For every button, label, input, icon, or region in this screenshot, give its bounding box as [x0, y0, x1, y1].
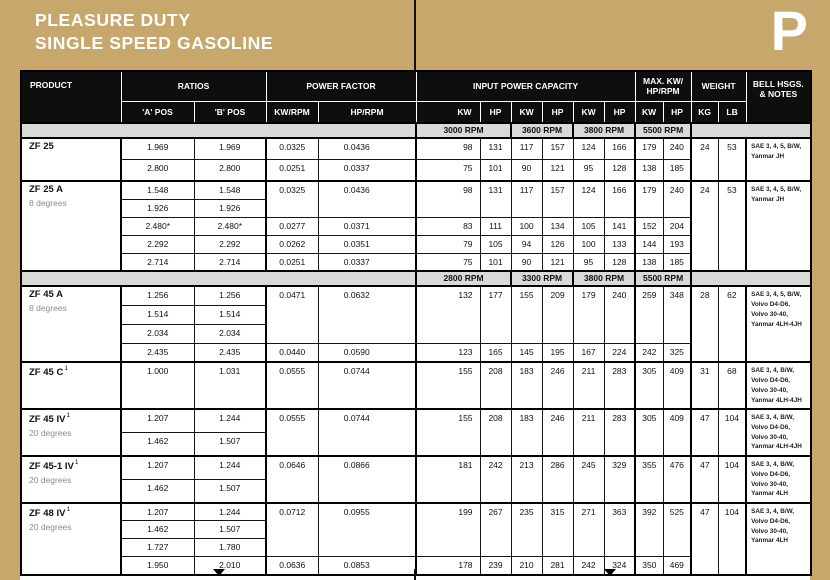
- weight-kg-cell: 47: [691, 409, 718, 456]
- input-power-cell: 100: [511, 217, 542, 235]
- col-header-max-kw: KW: [635, 101, 663, 123]
- input-power-cell: 224: [604, 343, 635, 362]
- input-power-cell: 166: [604, 181, 635, 217]
- weight-kg-cell: 47: [691, 503, 718, 575]
- ratio-a-cell: 1.207: [121, 409, 194, 433]
- max-kw-cell: 138: [635, 159, 663, 181]
- input-power-cell: 124: [573, 181, 604, 217]
- input-power-cell: 181: [416, 456, 480, 503]
- power-factor-kw-cell: 0.0251: [266, 253, 318, 271]
- power-factor-hp-cell: 0.0744: [318, 409, 416, 456]
- input-power-cell: 165: [480, 343, 511, 362]
- power-factor-hp-cell: 0.0866: [318, 456, 416, 503]
- input-power-cell: 324: [604, 557, 635, 575]
- input-power-cell: 83: [416, 217, 480, 235]
- weight-lb-cell: 104: [718, 409, 746, 456]
- max-kw-cell: 305: [635, 409, 663, 456]
- input-power-cell: 166: [604, 138, 635, 159]
- input-power-cell: 124: [573, 138, 604, 159]
- max-kw-cell: 305: [635, 362, 663, 409]
- ratio-a-cell: 2.435: [121, 343, 194, 362]
- max-hp-cell: 185: [663, 159, 691, 181]
- input-power-cell: 95: [573, 159, 604, 181]
- note-line: Yanmar JH: [751, 152, 785, 160]
- input-power-cell: 178: [416, 557, 480, 575]
- ratio-a-cell: 1.207: [121, 503, 194, 521]
- bell-housings-notes-cell: [746, 181, 811, 271]
- page-title-line1: PLEASURE DUTY: [35, 10, 191, 30]
- input-power-cell: 155: [511, 286, 542, 343]
- col-header-bell-line1: BELL HSGS.: [752, 79, 804, 89]
- input-power-cell: 132: [416, 286, 480, 343]
- input-power-cell: 199: [416, 503, 480, 557]
- input-power-cell: 134: [542, 217, 573, 235]
- input-power-cell: 211: [573, 362, 604, 409]
- ratio-a-cell: 1.969: [121, 138, 194, 159]
- power-factor-kw-cell: 0.0277: [266, 217, 318, 235]
- ratio-b-cell: 1.244: [194, 503, 266, 521]
- product-subtitle: 20 degrees: [29, 427, 72, 438]
- col-header-kg: KG: [691, 101, 718, 123]
- input-power-cell: 123: [416, 343, 480, 362]
- input-power-cell: 329: [604, 456, 635, 503]
- input-power-cell: 105: [480, 235, 511, 253]
- input-power-cell: 183: [511, 409, 542, 456]
- input-power-cell: 286: [542, 456, 573, 503]
- max-hp-cell: 409: [663, 362, 691, 409]
- max-hp-cell: 325: [663, 343, 691, 362]
- note-line: Yanmar 4LH: [751, 490, 789, 498]
- note-line: SAE 3, 4, B/W,: [751, 507, 795, 515]
- ratio-b-cell: 1.514: [194, 305, 266, 324]
- col-header-a-pos: 'A' POS: [121, 101, 194, 123]
- note-line: Yanmar 4LH-4JH: [751, 443, 802, 451]
- max-kw-cell: 355: [635, 456, 663, 503]
- input-power-cell: 98: [416, 138, 480, 159]
- header-divider-rule: [414, 0, 416, 70]
- input-power-cell: 283: [604, 409, 635, 456]
- ratio-b-cell: 1.548: [194, 181, 266, 199]
- bell-housings-notes-cell: [746, 409, 811, 456]
- product-name: ZF 48 $IV^1$: [29, 505, 71, 519]
- ratio-b-cell: 2.714: [194, 253, 266, 271]
- product-name: ZF 25: [29, 141, 54, 152]
- note-line: Yanmar 4LH: [751, 537, 789, 545]
- product-subtitle: 20 degrees: [29, 474, 72, 485]
- power-factor-kw-cell: 0.0325: [266, 181, 318, 217]
- power-factor-hp-cell: 0.0337: [318, 159, 416, 181]
- max-hp-cell: 193: [663, 235, 691, 253]
- col-header-kw-3: KW: [573, 101, 604, 123]
- note-line: Volvo D4-D6,: [751, 517, 791, 525]
- input-power-cell: 111: [480, 217, 511, 235]
- bell-housings-notes-cell: [746, 362, 811, 409]
- product-name: ZF 45 $C^1$: [29, 365, 68, 379]
- product-cell: [21, 138, 121, 181]
- product-cell: [21, 456, 121, 503]
- input-power-cell: 208: [480, 409, 511, 456]
- ratio-a-cell: 1.256: [121, 286, 194, 305]
- continuation-arrow-icon: [213, 569, 225, 576]
- col-header-kw-rpm: KW/RPM: [266, 101, 318, 123]
- power-factor-kw-cell: 0.0646: [266, 456, 318, 503]
- rpm-band-label: 3800 RPM: [573, 271, 635, 286]
- product-name: ZF 45 $IV^1$: [29, 411, 71, 425]
- max-kw-cell: 144: [635, 235, 663, 253]
- ratio-a-cell: 2.034: [121, 324, 194, 343]
- rpm-band-label: 3000 RPM: [416, 123, 511, 138]
- max-hp-cell: 476: [663, 456, 691, 503]
- power-factor-hp-cell: 0.0632: [318, 286, 416, 343]
- max-kw-cell: 179: [635, 181, 663, 217]
- col-header-product: PRODUCT: [21, 71, 121, 123]
- input-power-cell: 213: [511, 456, 542, 503]
- input-power-cell: 145: [511, 343, 542, 362]
- ratio-b-cell: 1.244: [194, 456, 266, 480]
- bell-housings-notes-cell: [746, 286, 811, 362]
- rpm-band-left: [21, 123, 416, 138]
- spec-table-header: [21, 71, 811, 123]
- power-factor-hp-cell: 0.0744: [318, 362, 416, 409]
- ratio-b-cell: 2.034: [194, 324, 266, 343]
- weight-lb-cell: 104: [718, 503, 746, 575]
- rpm-band-label: 5500 RPM: [635, 271, 691, 286]
- max-hp-cell: 204: [663, 217, 691, 235]
- input-power-cell: 155: [416, 362, 480, 409]
- power-factor-kw-cell: 0.0440: [266, 343, 318, 362]
- rpm-band-label: 3800 RPM: [573, 123, 635, 138]
- product-footnote-marker: 1: [74, 458, 79, 466]
- spec-table-wrap: [20, 70, 810, 576]
- input-power-cell: 121: [542, 159, 573, 181]
- input-power-cell: 167: [573, 343, 604, 362]
- max-kw-cell: 242: [635, 343, 663, 362]
- max-kw-cell: 259: [635, 286, 663, 343]
- max-hp-cell: 525: [663, 503, 691, 557]
- col-header-hp-1: HP: [480, 101, 511, 123]
- max-hp-cell: 240: [663, 181, 691, 217]
- input-power-cell: 177: [480, 286, 511, 343]
- power-factor-hp-cell: 0.0371: [318, 217, 416, 235]
- input-power-cell: 239: [480, 557, 511, 575]
- input-power-cell: 283: [604, 362, 635, 409]
- weight-kg-cell: 24: [691, 138, 718, 181]
- weight-kg-cell: 28: [691, 286, 718, 362]
- weight-lb-cell: 53: [718, 138, 746, 181]
- product-cell: [21, 409, 121, 456]
- max-hp-cell: 348: [663, 286, 691, 343]
- bell-housings-notes-cell: [746, 456, 811, 503]
- ratio-b-cell: 2.800: [194, 159, 266, 181]
- bell-housings-notes-cell: [746, 138, 811, 181]
- max-hp-cell: 469: [663, 557, 691, 575]
- note-line: Volvo 30-40,: [751, 386, 788, 394]
- ratio-b-cell: 1.969: [194, 138, 266, 159]
- ratio-b-cell: 1.244: [194, 409, 266, 433]
- note-line: Volvo D4-D6,: [751, 376, 791, 384]
- note-line: Volvo D4-D6,: [751, 423, 791, 431]
- note-line: Volvo D4-D6,: [751, 300, 791, 308]
- ratio-a-cell: 2.714: [121, 253, 194, 271]
- input-power-cell: 133: [604, 235, 635, 253]
- product-cell: [21, 503, 121, 575]
- product-name: ZF 45-1 $IV^1$: [29, 458, 79, 472]
- note-line: Yanmar JH: [751, 195, 785, 203]
- ratio-a-cell: 1.207: [121, 456, 194, 480]
- input-power-cell: 242: [573, 557, 604, 575]
- input-power-cell: 98: [416, 181, 480, 217]
- continuation-arrow-icon: [604, 569, 616, 576]
- col-header-input-power: INPUT POWER CAPACITY: [416, 71, 635, 101]
- spec-table: [20, 70, 812, 576]
- power-factor-hp-cell: 0.0590: [318, 343, 416, 362]
- input-power-cell: 101: [480, 253, 511, 271]
- power-factor-hp-cell: 0.0436: [318, 181, 416, 217]
- note-line: SAE 3, 4, B/W,: [751, 413, 795, 421]
- power-factor-kw-cell: 0.0471: [266, 286, 318, 343]
- input-power-cell: 267: [480, 503, 511, 557]
- col-header-ratios: RATIOS: [121, 71, 266, 101]
- note-line: Yanmar 4LH-4JH: [751, 320, 802, 328]
- input-power-cell: 75: [416, 253, 480, 271]
- ratio-b-cell: 1.780: [194, 539, 266, 557]
- ratio-b-cell: 2.480*: [194, 217, 266, 235]
- ratio-b-cell: 1.507: [194, 521, 266, 539]
- col-header-max: [635, 71, 691, 101]
- input-power-cell: 240: [604, 286, 635, 343]
- col-header-bell: [746, 71, 811, 123]
- col-header-lb: LB: [718, 101, 746, 123]
- note-line: SAE 3, 4, B/W,: [751, 367, 795, 374]
- note-line: SAE 3, 4, 5, B/W,: [751, 291, 802, 298]
- ratio-a-cell: 1.926: [121, 199, 194, 217]
- input-power-cell: 242: [480, 456, 511, 503]
- input-power-cell: 95: [573, 253, 604, 271]
- input-power-cell: 75: [416, 159, 480, 181]
- power-factor-kw-cell: 0.0251: [266, 159, 318, 181]
- input-power-cell: 210: [511, 557, 542, 575]
- rpm-band-right: [691, 123, 811, 138]
- input-power-cell: 281: [542, 557, 573, 575]
- product-footnote-marker: 1: [66, 505, 71, 513]
- note-line: Volvo 30-40,: [751, 527, 788, 535]
- weight-lb-cell: 68: [718, 362, 746, 409]
- input-power-cell: 131: [480, 138, 511, 159]
- power-factor-hp-cell: 0.0955: [318, 503, 416, 557]
- weight-kg-cell: 31: [691, 362, 718, 409]
- ratio-b-cell: 2.010: [194, 557, 266, 575]
- page-title: [35, 9, 273, 55]
- ratio-a-cell: 1.462: [121, 480, 194, 503]
- ratio-b-cell: 1.507: [194, 480, 266, 503]
- power-factor-kw-cell: 0.0262: [266, 235, 318, 253]
- power-factor-kw-cell: 0.0712: [266, 503, 318, 557]
- max-kw-cell: 179: [635, 138, 663, 159]
- note-line: SAE 3, 4, 5, B/W,: [751, 186, 802, 193]
- weight-lb-cell: 104: [718, 456, 746, 503]
- bell-housings-notes-cell: [746, 503, 811, 575]
- footer-divider-rule: [414, 569, 416, 580]
- power-factor-hp-cell: 0.0351: [318, 235, 416, 253]
- input-power-cell: 183: [511, 362, 542, 409]
- note-line: Yanmar 4LH-4JH: [751, 396, 802, 404]
- input-power-cell: 117: [511, 138, 542, 159]
- ratio-b-cell: 2.435: [194, 343, 266, 362]
- power-factor-kw-cell: 0.0555: [266, 409, 318, 456]
- input-power-cell: 235: [511, 503, 542, 557]
- product-cell: [21, 286, 121, 362]
- input-power-cell: 128: [604, 159, 635, 181]
- input-power-cell: 209: [542, 286, 573, 343]
- input-power-cell: 128: [604, 253, 635, 271]
- power-factor-hp-cell: 0.0436: [318, 138, 416, 159]
- ratio-b-cell: 1.926: [194, 199, 266, 217]
- weight-kg-cell: 47: [691, 456, 718, 503]
- input-power-cell: 363: [604, 503, 635, 557]
- input-power-cell: 246: [542, 409, 573, 456]
- col-header-max-line1: MAX. KW/: [643, 76, 684, 87]
- input-power-cell: 90: [511, 253, 542, 271]
- input-power-cell: 126: [542, 235, 573, 253]
- product-cell: [21, 362, 121, 409]
- col-header-hp-rpm: HP/RPM: [318, 101, 416, 123]
- power-factor-kw-cell: 0.0325: [266, 138, 318, 159]
- input-power-cell: 211: [573, 409, 604, 456]
- input-power-cell: 117: [511, 181, 542, 217]
- input-power-cell: 271: [573, 503, 604, 557]
- max-kw-cell: 350: [635, 557, 663, 575]
- rpm-band-right: [691, 271, 811, 286]
- product-subtitle: 8 degrees: [29, 302, 67, 313]
- note-line: Volvo 30-40,: [751, 480, 788, 488]
- col-header-weight: WEIGHT: [691, 71, 746, 101]
- input-power-cell: 195: [542, 343, 573, 362]
- product-footnote-marker: 1: [66, 411, 71, 419]
- input-power-cell: 157: [542, 138, 573, 159]
- product-subtitle: 20 degrees: [29, 521, 72, 532]
- input-power-cell: 246: [542, 362, 573, 409]
- spec-table-body: [21, 123, 811, 575]
- ratio-a-cell: 1.514: [121, 305, 194, 324]
- ratio-b-cell: 1.507: [194, 433, 266, 456]
- ratio-a-cell: 1.548: [121, 181, 194, 199]
- rpm-band-left: [21, 271, 416, 286]
- ratio-a-cell: 1.727: [121, 539, 194, 557]
- col-header-hp-3: HP: [604, 101, 635, 123]
- col-header-kw-2: KW: [511, 101, 542, 123]
- col-header-hp-2: HP: [542, 101, 573, 123]
- ratio-b-cell: 1.256: [194, 286, 266, 305]
- note-line: Volvo 30-40,: [751, 310, 788, 318]
- ratio-a-cell: 2.480*: [121, 217, 194, 235]
- product-footnote-marker: 1: [64, 365, 68, 372]
- rpm-band-label: 3300 RPM: [511, 271, 573, 286]
- rpm-band-label: 5500 RPM: [635, 123, 691, 138]
- input-power-cell: 157: [542, 181, 573, 217]
- input-power-cell: 100: [573, 235, 604, 253]
- section-letter: P: [770, 0, 808, 62]
- input-power-cell: 101: [480, 159, 511, 181]
- max-hp-cell: 240: [663, 138, 691, 159]
- ratio-a-cell: 2.292: [121, 235, 194, 253]
- max-hp-cell: 409: [663, 409, 691, 456]
- rpm-band-label: 2800 RPM: [416, 271, 511, 286]
- power-factor-hp-cell: 0.0337: [318, 253, 416, 271]
- max-kw-cell: 392: [635, 503, 663, 557]
- input-power-cell: 179: [573, 286, 604, 343]
- input-power-cell: 90: [511, 159, 542, 181]
- col-header-b-pos: 'B' POS: [194, 101, 266, 123]
- page-title-line2: SINGLE SPEED GASOLINE: [35, 33, 274, 53]
- input-power-cell: 315: [542, 503, 573, 557]
- input-power-cell: 105: [573, 217, 604, 235]
- power-factor-kw-cell: 0.0555: [266, 362, 318, 409]
- input-power-cell: 94: [511, 235, 542, 253]
- weight-lb-cell: 53: [718, 181, 746, 271]
- col-header-power-factor: POWER FACTOR: [266, 71, 416, 101]
- max-hp-cell: 185: [663, 253, 691, 271]
- ratio-a-cell: 2.800: [121, 159, 194, 181]
- note-line: SAE 3, 4, B/W,: [751, 460, 795, 468]
- input-power-cell: 131: [480, 181, 511, 217]
- max-kw-cell: 152: [635, 217, 663, 235]
- ratio-a-cell: 1.950: [121, 557, 194, 575]
- input-power-cell: 79: [416, 235, 480, 253]
- note-line: SAE 3, 4, 5, B/W,: [751, 143, 802, 150]
- right-page-border: [810, 70, 830, 580]
- product-name: ZF 25 A: [29, 184, 63, 195]
- col-header-max-hp: HP: [663, 101, 691, 123]
- ratio-a-cell: 1.462: [121, 521, 194, 539]
- note-line: Volvo D4-D6,: [751, 470, 791, 478]
- weight-lb-cell: 62: [718, 286, 746, 362]
- weight-kg-cell: 24: [691, 181, 718, 271]
- max-kw-cell: 138: [635, 253, 663, 271]
- ratio-b-cell: 1.031: [194, 362, 266, 409]
- product-name: ZF 45 A: [29, 289, 63, 300]
- ratio-b-cell: 2.292: [194, 235, 266, 253]
- ratio-a-cell: 1.462: [121, 433, 194, 456]
- power-factor-kw-cell: 0.0636: [266, 557, 318, 575]
- input-power-cell: 141: [604, 217, 635, 235]
- left-page-border: [0, 70, 20, 580]
- product-subtitle: 8 degrees: [29, 197, 67, 208]
- col-header-max-line2: HP/RPM: [646, 86, 680, 97]
- note-line: Volvo 30-40,: [751, 433, 788, 441]
- input-power-cell: 208: [480, 362, 511, 409]
- rpm-band-label: 3600 RPM: [511, 123, 573, 138]
- col-header-kw-1: KW: [416, 101, 480, 123]
- ratio-a-cell: 1.000: [121, 362, 194, 409]
- col-header-bell-line2: & NOTES: [759, 89, 798, 100]
- input-power-cell: 121: [542, 253, 573, 271]
- input-power-cell: 245: [573, 456, 604, 503]
- product-cell: [21, 181, 121, 271]
- power-factor-hp-cell: 0.0853: [318, 557, 416, 575]
- input-power-cell: 155: [416, 409, 480, 456]
